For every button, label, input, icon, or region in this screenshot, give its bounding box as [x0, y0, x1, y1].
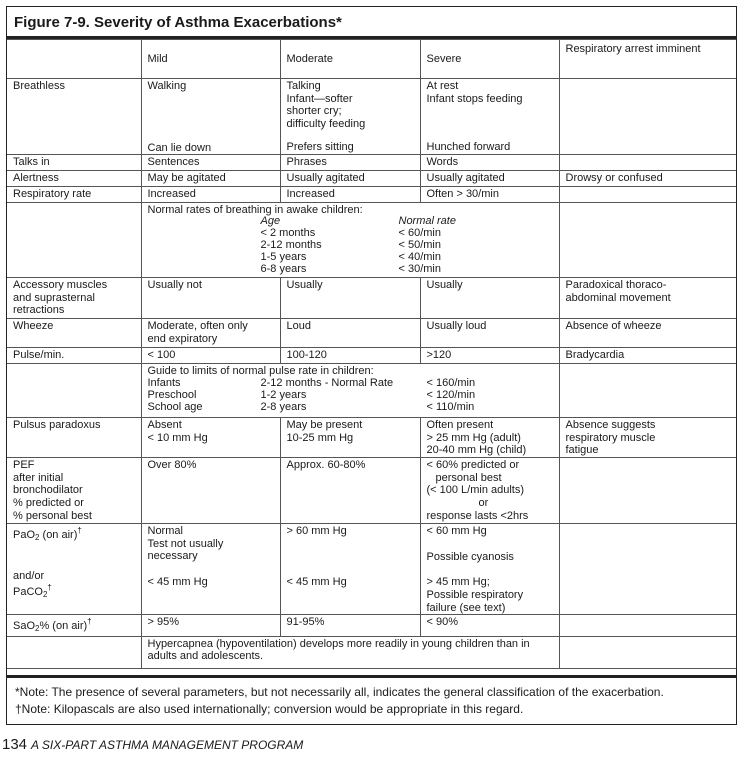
age-header: Age	[260, 215, 281, 228]
row-pef	[7, 458, 736, 524]
hypercapnea-arrest	[559, 636, 736, 668]
header-severe: Severe	[420, 40, 559, 79]
wheeze-severe: Usually loud	[420, 319, 559, 348]
rate-value: < 50/min	[398, 239, 441, 252]
row-gases	[7, 524, 736, 615]
row-talks	[7, 155, 736, 171]
accessory-severe: Usually	[420, 278, 559, 319]
pulsus-moderate: May be present 10-25 mm Hg	[280, 418, 420, 458]
row-accessory	[7, 278, 736, 319]
pulse-rate: < 110/min	[426, 401, 475, 414]
sao2-severe: < 90%	[420, 615, 559, 637]
hypercapnea-blank	[7, 636, 141, 668]
alertness-moderate: Usually agitated	[280, 171, 420, 187]
pulse-limits-intro: Guide to limits of normal pulse rate in children:	[147, 365, 374, 378]
label-talks: Talks in	[7, 155, 141, 171]
row-wheeze	[7, 319, 736, 348]
sao2-arrest	[559, 615, 736, 637]
gases-mild: Normal Test not usually necessary < 45 mm Hg	[141, 524, 280, 615]
pulse-age: 2-8 years	[260, 401, 307, 414]
row-resp-rate	[7, 187, 736, 203]
alertness-severe: Usually agitated	[420, 171, 559, 187]
label-resp-rate: Respiratory rate	[7, 187, 141, 203]
pulse-severe: >120	[420, 348, 559, 364]
gases-moderate: > 60 mm Hg < 45 mm Hg	[280, 524, 420, 615]
pulsus-mild: Absent < 10 mm Hg	[141, 418, 280, 458]
rate-value: < 40/min	[398, 251, 441, 264]
label-wheeze: Wheeze	[7, 319, 141, 348]
resp-arrest	[559, 187, 736, 203]
pulse-group: School age	[147, 401, 203, 414]
header-row	[7, 40, 736, 79]
label-gases: PaO$_2$ (on air)† and/or PaCO$_2$†	[7, 524, 141, 615]
talks-arrest	[559, 155, 736, 171]
rate-value: < 30/min	[398, 263, 441, 276]
header-arrest: Respiratory arrest imminent	[559, 40, 736, 79]
severity-table	[7, 39, 736, 669]
gases-arrest	[559, 524, 736, 615]
pulsus-severe: Often present > 25 mm Hg (adult) 20-40 mm Hg (child)	[420, 418, 559, 458]
row-breathing-rates	[7, 203, 736, 278]
row-pulsus	[7, 418, 736, 458]
breathing-rates-intro: Normal rates of breathing in awake children:	[147, 204, 363, 217]
header-blank	[7, 40, 141, 79]
sao2-moderate: 91-95%	[280, 615, 420, 637]
pulse-group: Preschool	[147, 389, 197, 402]
breathing-rates-blank	[7, 203, 141, 278]
pulse-moderate: 100-120	[280, 348, 420, 364]
label-breathless: Breathless	[7, 79, 141, 155]
label-pulsus: Pulsus paradoxus	[7, 418, 141, 458]
age-value: 6-8 years	[260, 263, 307, 276]
accessory-mild: Usually not	[141, 278, 280, 319]
talks-mild: Sentences	[141, 155, 280, 171]
label-pulse: Pulse/min.	[7, 348, 141, 364]
pulsus-arrest: Absence suggests respiratory muscle fatigue	[559, 418, 736, 458]
accessory-arrest: Paradoxical thoraco- abdominal movement	[559, 278, 736, 319]
breathless-arrest	[559, 79, 736, 155]
resp-mild: Increased	[141, 187, 280, 203]
page-number: 134	[2, 736, 28, 753]
age-value: 2-12 months	[260, 239, 322, 252]
pulse-group: Infants	[147, 377, 181, 390]
pulse-limits-arrest	[559, 364, 736, 418]
figure-frame	[6, 6, 737, 725]
header-moderate: Moderate	[280, 40, 420, 79]
breathless-mild: Walking Can lie down	[141, 79, 280, 155]
breathing-rates-arrest	[559, 203, 736, 278]
alertness-mild: May be agitated	[141, 171, 280, 187]
row-hypercapnea	[7, 636, 736, 668]
pef-severe: < 60% predicted or personal best (< 100 L/min adults) or response lasts <2hrs	[420, 458, 559, 524]
gases-severe: < 60 mm Hg Possible cyanosis > 45 mm Hg; Possible respiratory failure (see text)	[420, 524, 559, 615]
pef-mild: Over 80%	[141, 458, 280, 524]
wheeze-arrest: Absence of wheeze	[559, 319, 736, 348]
row-alertness	[7, 171, 736, 187]
row-pulse	[7, 348, 736, 364]
pulse-rate: < 160/min	[426, 377, 476, 390]
note-asterisk: *Note: The presence of several parameters, but not necessarily all, indicates the general classification of the exacerbation.	[15, 685, 664, 699]
figure-title: Figure 7-9. Severity of Asthma Exacerbations*	[7, 7, 736, 39]
row-sao2	[7, 615, 736, 637]
pulse-arrest: Bradycardia	[559, 348, 736, 364]
pef-arrest	[559, 458, 736, 524]
running-title: A SIX-PART ASTHMA MANAGEMENT PROGRAM	[31, 738, 304, 752]
resp-moderate: Increased	[280, 187, 420, 203]
breathless-severe: At rest Infant stops feeding Hunched forward	[420, 79, 559, 155]
pulse-age: 1-2 years	[260, 389, 307, 402]
pulse-rate: < 120/min	[426, 389, 476, 402]
pulse-limits-cell	[141, 364, 559, 418]
label-sao2: SaO$_2$% (on air)†	[7, 615, 141, 637]
note-dagger: †Note: Kilopascals are also used internationally; conversion would be appropriate in this regard.	[15, 702, 524, 716]
notes	[7, 675, 736, 724]
label-accessory: Accessory muscles and suprasternal retractions	[7, 278, 141, 319]
header-mild: Mild	[141, 40, 280, 79]
pulse-age: 2-12 months - Normal Rate	[260, 377, 394, 390]
pef-moderate: Approx. 60-80%	[280, 458, 420, 524]
wheeze-mild: Moderate, often only end expiratory	[141, 319, 280, 348]
age-value: < 2 months	[260, 227, 316, 240]
breathing-rates-cell	[141, 203, 559, 278]
pulse-mild: < 100	[141, 348, 280, 364]
rate-value: < 60/min	[398, 227, 441, 240]
page-footer	[2, 736, 303, 753]
age-value: 1-5 years	[260, 251, 307, 264]
resp-severe: Often > 30/min	[420, 187, 559, 203]
pulse-limits-blank	[7, 364, 141, 418]
row-pulse-limits	[7, 364, 736, 418]
label-alertness: Alertness	[7, 171, 141, 187]
talks-severe: Words	[420, 155, 559, 171]
label-pef: PEF after initial bronchodilator % predicted or % personal best	[7, 458, 141, 524]
accessory-moderate: Usually	[280, 278, 420, 319]
alertness-arrest: Drowsy or confused	[559, 171, 736, 187]
hypercapnea-cell: Hypercapnea (hypoventilation) develops more readily in young children than in adults and adolescents.	[141, 636, 559, 668]
talks-moderate: Phrases	[280, 155, 420, 171]
row-breathless	[7, 79, 736, 155]
rate-header: Normal rate	[398, 215, 456, 228]
breathless-moderate: Talking Infant—softer shorter cry; difficulty feeding Prefers sitting	[280, 79, 420, 155]
wheeze-moderate: Loud	[280, 319, 420, 348]
sao2-mild: > 95%	[141, 615, 280, 637]
